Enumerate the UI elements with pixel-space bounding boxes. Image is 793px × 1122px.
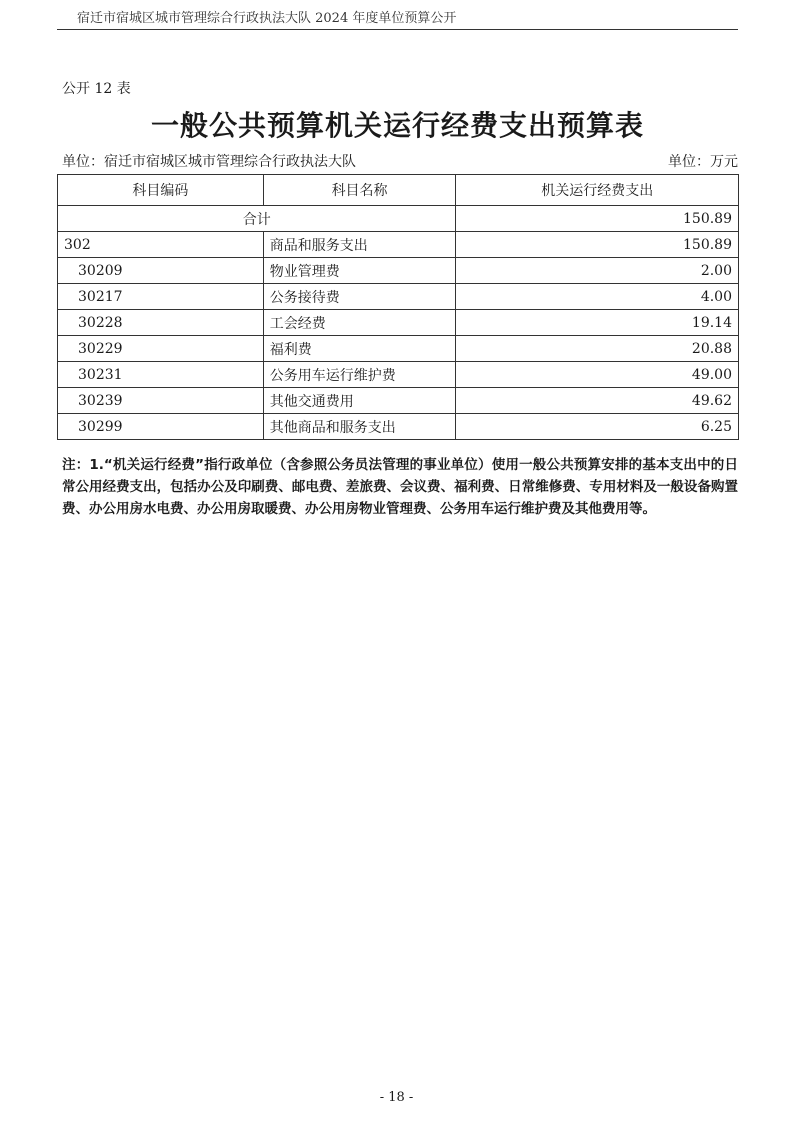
row-value: 19.14 (456, 310, 739, 336)
row-code: 30209 (58, 258, 264, 284)
table-row (58, 362, 739, 388)
table-row (58, 414, 739, 440)
row-name: 工会经费 (263, 310, 456, 336)
row-value: 49.00 (456, 362, 739, 388)
row-code: 30231 (58, 362, 264, 388)
table-row (58, 388, 739, 414)
row-code: 30239 (58, 388, 264, 414)
table-row (58, 232, 739, 258)
row-value: 6.25 (456, 414, 739, 440)
total-label: 合计 (58, 206, 456, 232)
row-code: 30299 (58, 414, 264, 440)
unit-organization: 单位：宿迁市宿城区城市管理综合行政执法大队 (62, 154, 356, 170)
footnote: 注：1.“机关运行经费”指行政单位（含参照公务员法管理的事业单位）使用一般公共预算安排的基本支出中的日常公用经费支出，包括办公及印刷费、邮电费、差旅费、会议费、福利费、日常维修费、专用材料及一般设备购置费、办公用房水电费、办公用房取暖费、办公用房物业管理费、公务用车运行维护费及其他费用等。 (62, 457, 738, 517)
page-title: 一般公共预算机关运行经费支出预算表 (150, 109, 644, 142)
row-code: 30228 (58, 310, 264, 336)
table-row (58, 336, 739, 362)
row-name: 其他交通费用 (263, 388, 456, 414)
page-header: 宿迁市宿城区城市管理综合行政执法大队 2024 年度单位预算公开 (57, 8, 738, 30)
table-row (58, 284, 739, 310)
table-number: 公开 12 表 (62, 81, 131, 97)
row-value: 49.62 (456, 388, 739, 414)
header-code: 科目编码 (58, 175, 264, 206)
row-name: 福利费 (263, 336, 456, 362)
row-code: 302 (58, 232, 264, 258)
row-value: 20.88 (456, 336, 739, 362)
row-code: 30217 (58, 284, 264, 310)
budget-table (57, 174, 739, 440)
row-name: 物业管理费 (263, 258, 456, 284)
header-amount: 机关运行经费支出 (456, 175, 739, 206)
row-name: 商品和服务支出 (263, 232, 456, 258)
row-value: 2.00 (456, 258, 739, 284)
unit-currency: 单位：万元 (668, 154, 738, 170)
row-value: 4.00 (456, 284, 739, 310)
row-name: 公务用车运行维护费 (263, 362, 456, 388)
row-name: 其他商品和服务支出 (263, 414, 456, 440)
total-value: 150.89 (456, 206, 739, 232)
row-value: 150.89 (456, 232, 739, 258)
table-row (58, 310, 739, 336)
table-header-row (58, 175, 739, 206)
table-row (58, 258, 739, 284)
row-name: 公务接待费 (263, 284, 456, 310)
total-row (58, 206, 739, 232)
header-name: 科目名称 (263, 175, 456, 206)
page-number: - 18 - (379, 1090, 414, 1105)
row-code: 30229 (58, 336, 264, 362)
